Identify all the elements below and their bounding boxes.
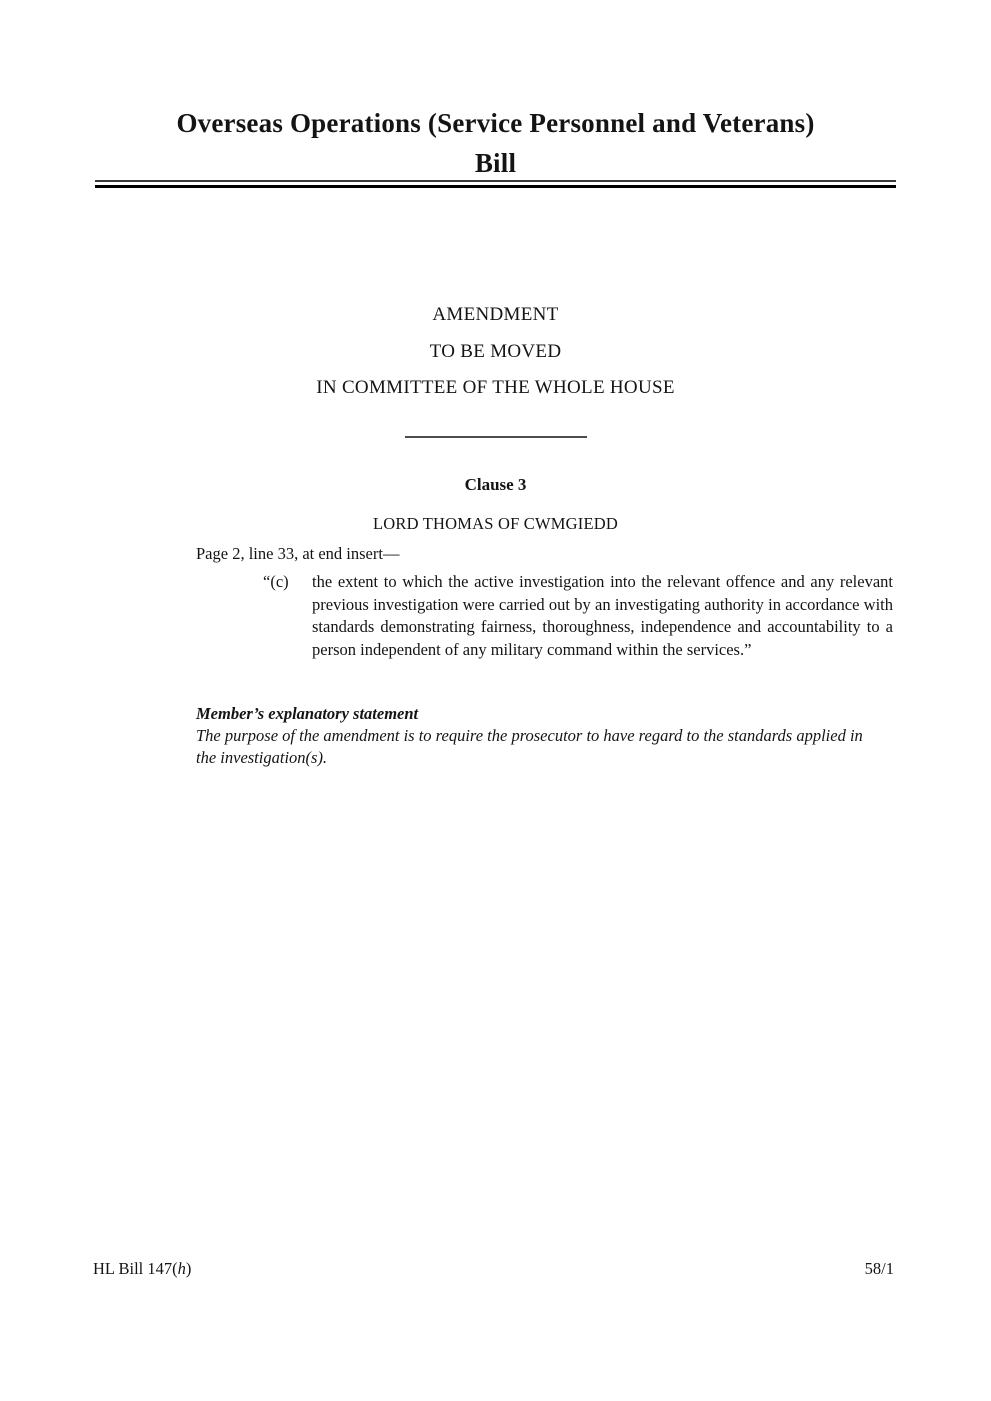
amendment-paragraph <box>263 571 893 661</box>
amendment-paragraph-label: “(c) <box>263 572 289 591</box>
amendment-instruction: Page 2, line 33, at end insert— <box>196 544 400 563</box>
document-title <box>95 103 896 183</box>
section-separator-rule <box>405 436 587 438</box>
bill-reference-italic: h <box>177 1259 186 1278</box>
amendment-number: 58/1 <box>864 1259 894 1278</box>
to-be-moved-heading: TO BE MOVED <box>429 341 562 362</box>
explanatory-statement-heading: Member’s explanatory statement <box>196 704 419 723</box>
amendment-paragraph-text: the extent to which the active investigation into the relevant offence and any relevant previous investigation were carried out by an investigating authority in accordance with standards demonstrating fairness, thoroughness, independence and accountability to a person independent of any military command within the services.” <box>312 572 893 659</box>
bill-reference-suffix: ) <box>185 1259 192 1278</box>
title-double-rule <box>95 180 896 188</box>
committee-heading: IN COMMITTEE OF THE WHOLE HOUSE <box>316 377 675 398</box>
mover-name: LORD THOMAS OF CWMGIEDD <box>373 514 618 533</box>
clause-heading: Clause 3 <box>464 475 527 494</box>
explanatory-statement-text: The purpose of the amendment is to require the prosecutor to have regard to the standards applied in the investigation(s). <box>196 726 863 767</box>
bill-reference-prefix: HL Bill 147( <box>93 1259 178 1278</box>
amendment-heading: AMENDMENT <box>432 304 559 325</box>
document-title-line1: Overseas Operations (Service Personnel and Veterans) <box>176 108 815 138</box>
bill-reference <box>93 1258 191 1280</box>
document-title-line2: Bill <box>474 148 517 178</box>
